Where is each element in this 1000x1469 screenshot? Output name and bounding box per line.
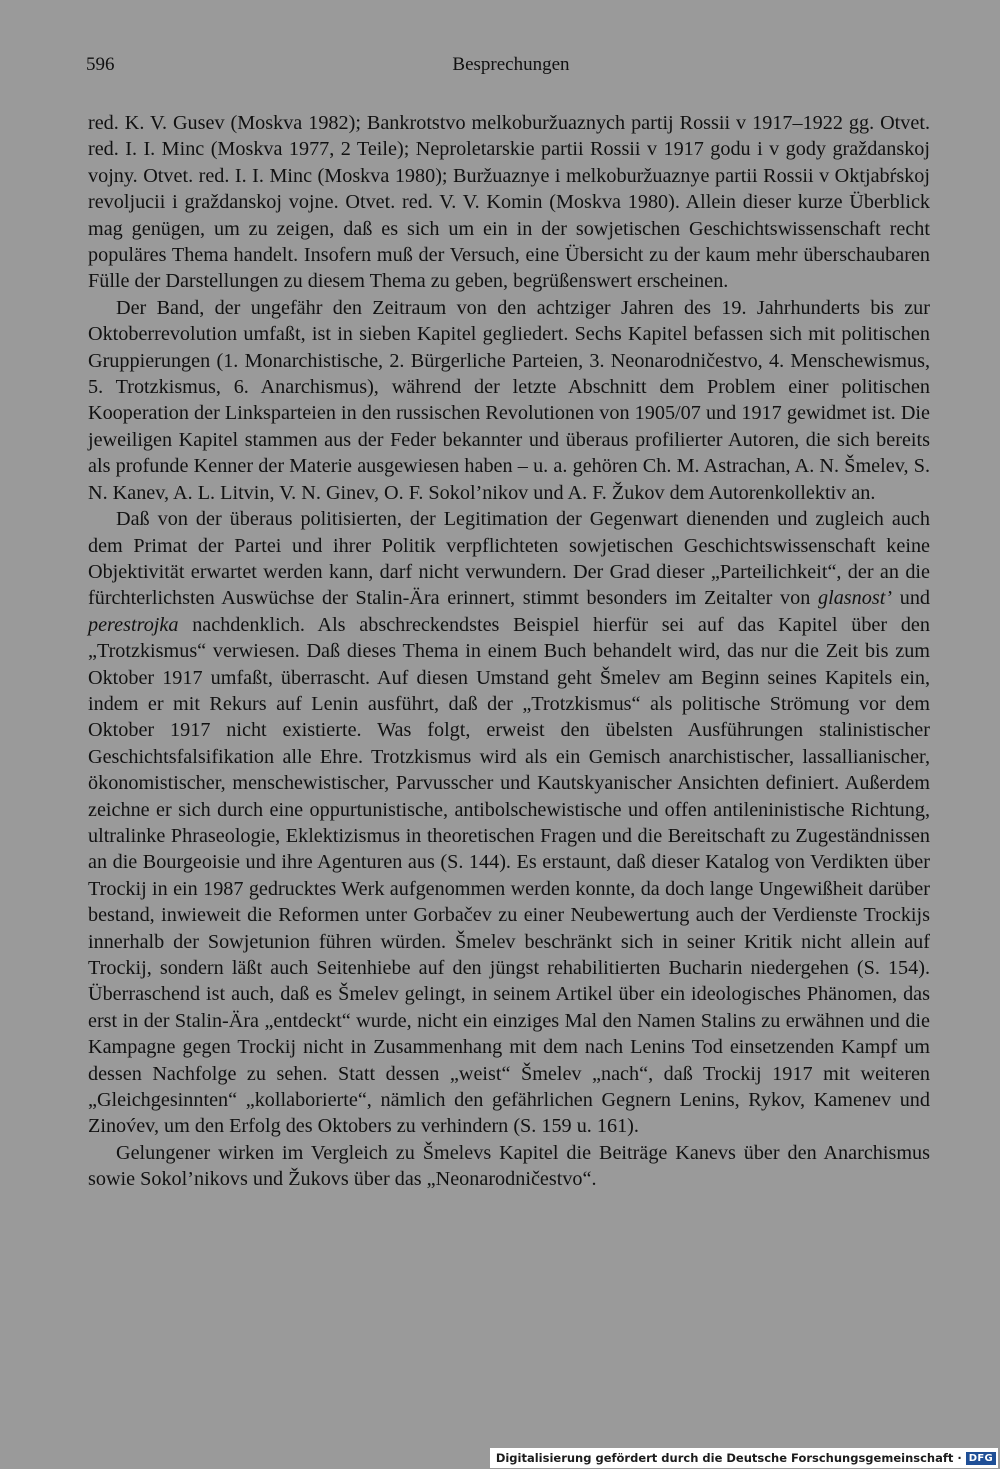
italic-term: perestrojka xyxy=(88,613,179,636)
paragraph xyxy=(88,1140,930,1193)
body-text xyxy=(88,110,930,1193)
digitization-notice xyxy=(490,1448,998,1468)
paragraph xyxy=(88,295,930,506)
page-header xyxy=(86,54,936,84)
text-run: Der Band, der ungefähr den Zeitraum von den achtziger Jahren des 19. Jahrhunderts bis zur Oktoberrevolution umfaßt, ist in sieben Kapitel gegliedert. Sechs Kapitel befassen sich mit politischen Gruppierungen (1. Monarchistische, 2. Bürgerliche Parteien, 3. Neonarodničestvo, 4. Menschewismus, 5. Trotzkismus, 6. Anarchismus), während der letzte Abschnitt dem Problem einer politischen Kooperation der Linksparteien in den russischen Revolutionen von 1905/07 und 1917 gewidmet ist. Die jeweiligen Kapitel stammen aus der Feder bekannter und überaus profilierter Autoren, die sich bereits als profunde Kenner der Materie ausgewiesen haben – u. a. gehören Ch. M. Astrachan, A. N. Šmelev, S. N. Kanev, A. L. Litvin, V. N. Ginev, O. F. Sokol’nikov und A. F. Žukov dem Autorenkollektiv an. xyxy=(88,296,930,504)
text-run: nachdenklich. Als abschreckendstes Beispiel hierfür sei auf das Kapitel über den „Trotzkismus“ verwiesen. Daß dieses Thema in einem Buch behandelt wird, das nur die Zeit bis zum Oktober 1917 umfaßt, überrascht. Auf diesen Umstand geht Šmelev am Beginn seines Kapitels ein, indem er mit Rekurs auf Lenin ausführt, daß der „Trotzkismus“ als politische Strömung vor dem Oktober 1917 nicht existierte. Was folgt, erweist den übelsten Ausführungen stalinistischer Geschichtsfalsifikation alle Ehre. Trotzkismus wird als ein Gemisch anarchistischer, lassallianischer, ökonomistischer, menschewistischer, Parvusscher und Kautskyanischer Ansichten definiert. Außerdem zeichne er sich durch eine oppurtunistische, antibolschewistische und offen antileninistische Richtung, ultralinke Phraseologie, Eklektizismus in theoretischen Fragen und die Bereitschaft zu Zugeständnissen an die Bourgeoisie und ihre Agenturen aus (S. 144). Es erstaunt, daß dieser Katalog von Verdikten über Trockij in ein 1987 gedrucktes Werk aufgenommen werden konnte, da doch lange Ungewißheit darüber bestand, inwieweit die Reformen unter Gorbačev zu einer Neubewertung auch der Verdienste Trockijs innerhalb der Sowjetunion führen würden. Šmelev beschränkt sich in seiner Kritik nicht allein auf Trockij, sondern läßt auch Seitenhiebe auf den jüngst rehabilitierten Bucharin niedergehen (S. 154). Überraschend ist auch, daß es Šmelev gelingt, in seinem Artikel über ein ideologisches Phänomen, das erst in der Stalin-Ära „entdeckt“ wurde, nicht ein einziges Mal den Namen Stalins zu erwähnen und die Kampagne gegen Trockij nicht in Zusammenhang mit dem nach Lenins Tod einsetzenden Kampf um dessen Nachfolge zu sehen. Statt dessen „weist“ Šmelev „nach“, daß Trockij 1917 mit weiteren „Gleichgesinnten“ „kollaborierte“, nämlich den gefährlichen Gegnern Lenins, Rykov, Kamenev und Zinov́ev, um den Erfolg des Oktobers zu verhindern (S. 159 u. 161). xyxy=(88,613,930,1138)
text-run: Daß von der überaus politisierten, der Legitimation der Gegenwart dienenden und zugleich auch dem Primat der Partei und ihrer Politik verpflichteten sowjetischen Geschichtswissenschaft keine Objektivität erwartet werden kann, darf nicht verwundern. Der Grad dieser „Parteilichkeit“, der an die fürchterlichsten Auswüchse der Stalin-Ära erinnert, stimmt besonders im Zeitalter von xyxy=(88,508,930,610)
page-number: 596 xyxy=(86,54,115,75)
digitization-notice-text: Digitalisierung gefördert durch die Deutsche Forschungsgemeinschaft · xyxy=(495,1451,962,1465)
running-title: Besprechungen xyxy=(452,54,570,75)
text-run: und xyxy=(892,587,931,610)
text-run: Gelungener wirken im Vergleich zu Šmelevs Kapitel die Beiträge Kanevs über den Anarchismus sowie Sokol’nikovs und Žukovs über das „Neonarodničestvo“. xyxy=(88,1141,930,1191)
dfg-logo: DFG xyxy=(966,1452,996,1465)
paragraph xyxy=(88,110,930,295)
text-run: red. K. V. Gusev (Moskva 1982); Bankrotstvo melkoburžuaznych partij Rossii v 1917–1922 gg. Otvet. red. I. I. Minc (Moskva 1977, 2 Teile); Neproletarskie partii Rossii v 1917 godu i v gody graždanskoj vojny. Otvet. red. I. I. Minc (Moskva 1980); Buržuaznye i melkoburžuaznye partii Rossii v Oktjabŕskoj revoljucii i graždanskoj vojne. Otvet. red. V. V. Komin (Moskva 1980). Allein dieser kurze Überblick mag genügen, um zu zeigen, daß es sich um ein in der sowjetischen Geschichtswissenschaft recht populäres Thema handelt. Insofern muß der Versuch, eine Übersicht zu der kaum mehr überschaubaren Fülle der Darstellungen zu diesem Thema zu geben, begrüßenswert erscheinen. xyxy=(88,112,930,293)
italic-term: glasnost’ xyxy=(818,587,893,610)
paragraph xyxy=(88,506,930,1140)
